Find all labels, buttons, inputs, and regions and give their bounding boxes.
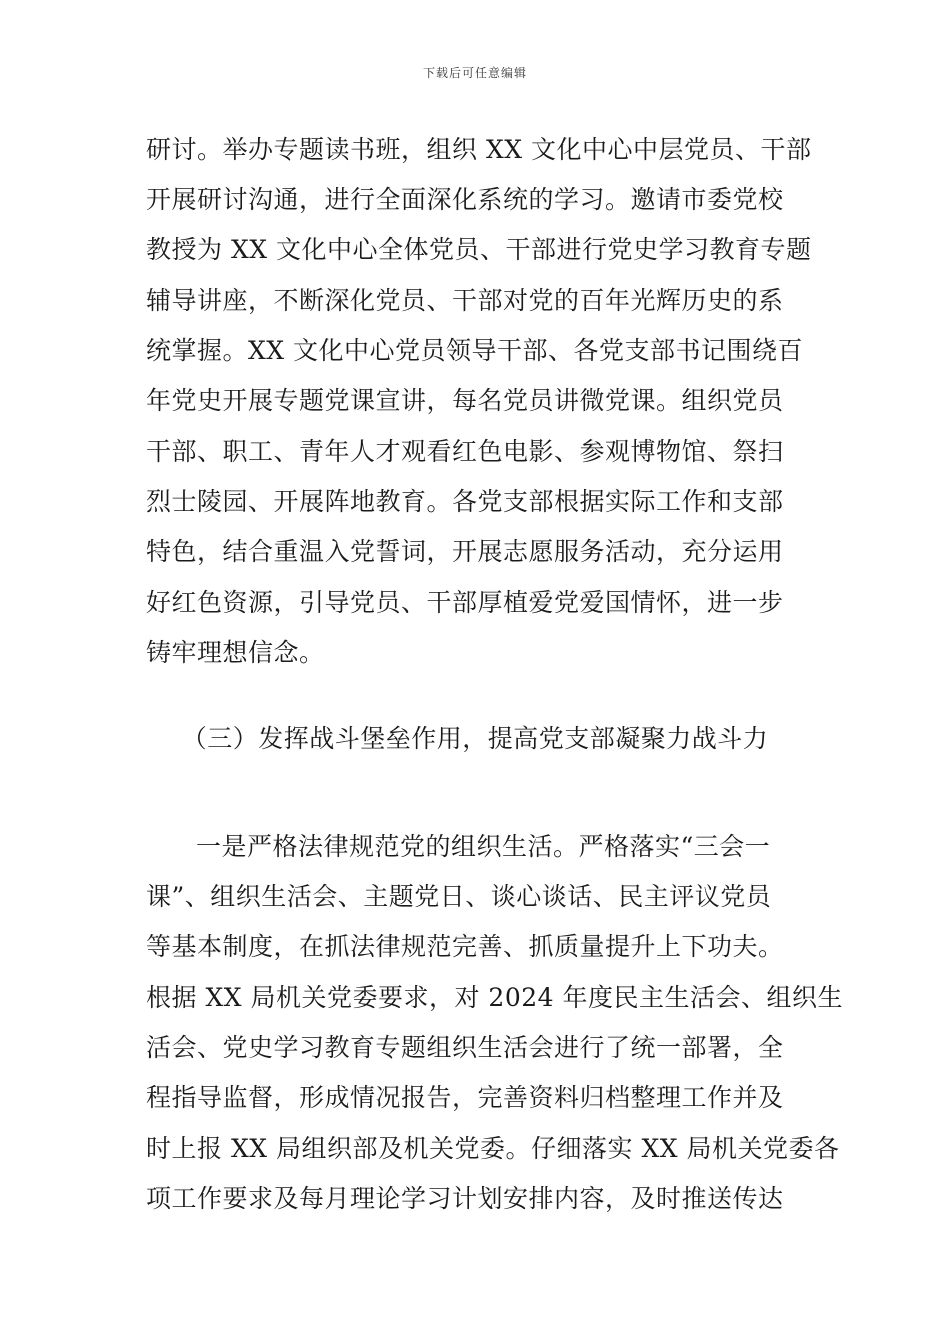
paragraph-1-line: 开展研讨沟通，进行全面深化系统的学习。邀请市委党校	[146, 185, 784, 214]
section-heading: （三）发挥战斗堡垒作用，提高党支部凝聚力战斗力	[181, 724, 769, 753]
paragraph-1-line: 辅导讲座，不断深化党员、干部对党的百年光辉历史的系	[146, 286, 784, 315]
paragraph-2-line: 活会、党史学习教育专题组织生活会进行了统一部署，全	[146, 1033, 784, 1062]
paragraph-1-line: 特色，结合重温入党誓词，开展志愿服务活动，充分运用	[146, 537, 784, 566]
paragraph-1-line: 烈士陵园、开展阵地教育。各党支部根据实际工作和支部	[146, 487, 784, 516]
paragraph-1-line: 干部、职工、青年人才观看红色电影、参观博物馆、祭扫	[146, 437, 784, 466]
page-header: 下载后可任意编辑	[422, 66, 527, 80]
paragraph-1-line: 研讨。举办专题读书班，组织 XX 文化中心中层党员、干部	[146, 135, 812, 164]
paragraph-2-line: 时上报 XX 局组织部及机关党委。仔细落实 XX 局机关党委各	[146, 1134, 840, 1163]
paragraph-2-line: 课”、组织生活会、主题党日、谈心谈话、民主评议党员	[146, 882, 772, 911]
paragraph-2-line: 根据 XX 局机关党委要求，对 2024 年度民主生活会、组织生	[146, 983, 844, 1012]
paragraph-2-line: 程指导监督，形成情况报告，完善资料归档整理工作并及	[146, 1083, 784, 1112]
paragraph-1-line: 统掌握。XX 文化中心党员领导干部、各党支部书记围绕百	[146, 336, 804, 365]
paragraph-1-line: 铸牢理想信念。	[146, 638, 325, 667]
paragraph-2-line: 一是严格法律规范党的组织生活。严格落实“三会一	[196, 832, 771, 861]
paragraph-2-line: 等基本制度，在抓法律规范完善、抓质量提升上下功夫。	[146, 932, 784, 961]
paragraph-2-line: 项工作要求及每月理论学习计划安排内容，及时推送传达	[146, 1184, 784, 1213]
paragraph-1-line: 教授为 XX 文化中心全体党员、干部进行党史学习教育专题	[146, 235, 812, 264]
paragraph-1-line: 好红色资源，引导党员、干部厚植爱党爱国情怀，进一步	[146, 588, 784, 617]
paragraph-1-line: 年党史开展专题党课宣讲，每名党员讲微党课。组织党员	[146, 386, 784, 415]
